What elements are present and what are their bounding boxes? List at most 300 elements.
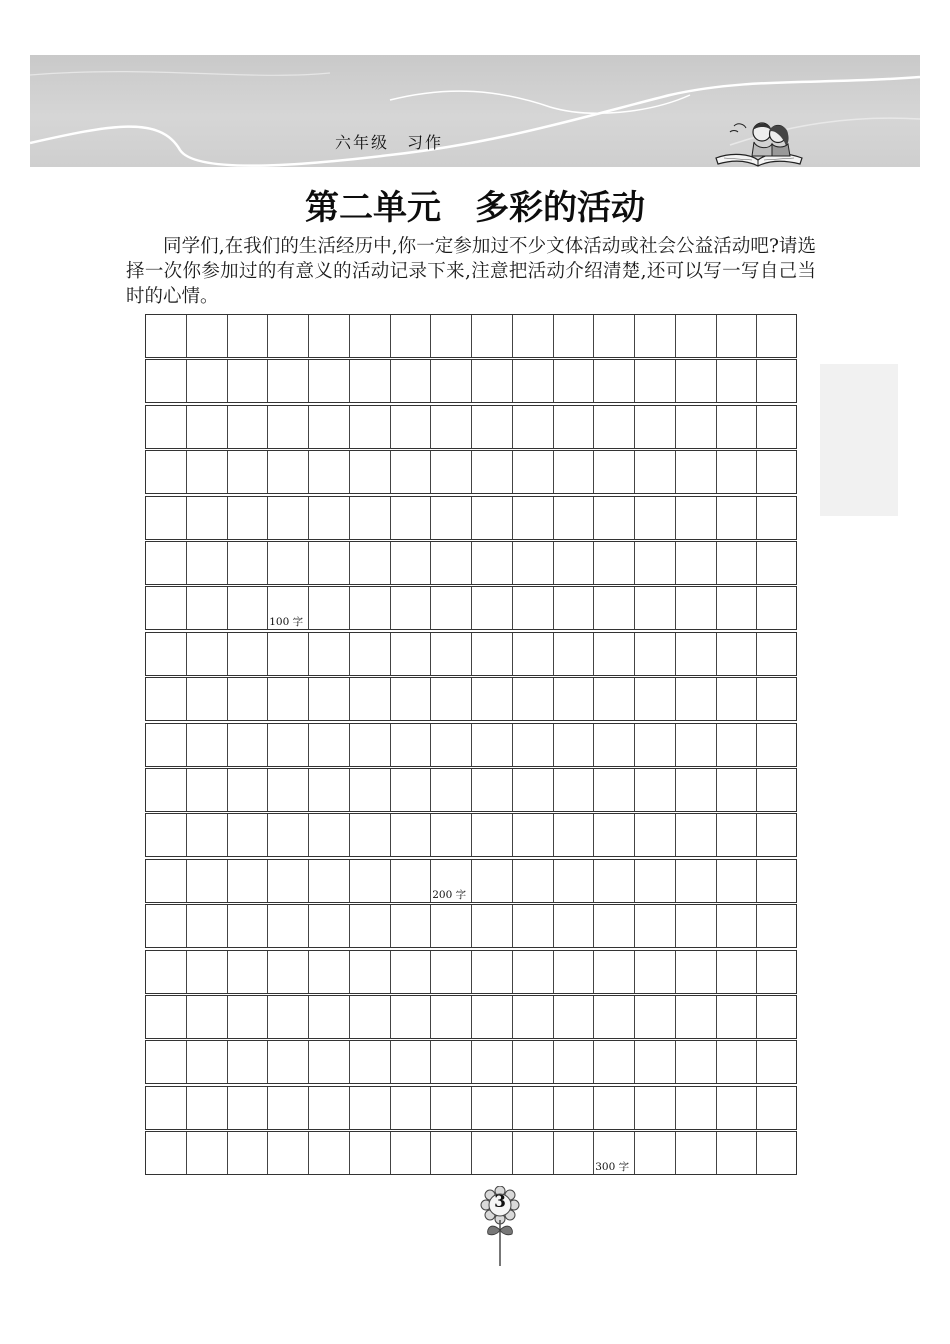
grid-cell[interactable] xyxy=(635,497,676,539)
grid-cell[interactable] xyxy=(309,951,350,993)
grid-cell[interactable] xyxy=(554,406,595,448)
grid-cell[interactable] xyxy=(146,860,187,902)
grid-cell[interactable] xyxy=(676,360,717,402)
grid-cell[interactable] xyxy=(554,860,595,902)
grid-cell[interactable] xyxy=(309,1132,350,1174)
grid-cell[interactable] xyxy=(187,542,228,584)
grid-cell[interactable] xyxy=(513,724,554,766)
grid-cell[interactable] xyxy=(472,406,513,448)
grid-cell[interactable] xyxy=(717,769,758,811)
grid-cell[interactable] xyxy=(635,814,676,856)
grid-cell[interactable] xyxy=(717,360,758,402)
grid-row[interactable] xyxy=(145,314,797,358)
grid-cell[interactable] xyxy=(431,360,472,402)
grid-cell[interactable] xyxy=(268,1087,309,1129)
grid-cell[interactable] xyxy=(717,1132,758,1174)
grid-cell[interactable] xyxy=(676,542,717,584)
grid-cell[interactable] xyxy=(554,315,595,357)
grid-cell[interactable] xyxy=(472,724,513,766)
grid-cell[interactable] xyxy=(268,996,309,1038)
grid-cell[interactable] xyxy=(717,542,758,584)
grid-cell[interactable] xyxy=(635,678,676,720)
grid-cell[interactable] xyxy=(187,996,228,1038)
grid-cell[interactable] xyxy=(594,724,635,766)
grid-cell[interactable] xyxy=(309,814,350,856)
grid-cell[interactable] xyxy=(635,860,676,902)
grid-cell[interactable] xyxy=(513,905,554,947)
grid-cell[interactable] xyxy=(676,451,717,493)
writing-grid[interactable] xyxy=(145,314,797,1176)
grid-cell[interactable] xyxy=(309,905,350,947)
grid-cell[interactable] xyxy=(676,315,717,357)
grid-cell[interactable] xyxy=(431,451,472,493)
grid-cell[interactable] xyxy=(594,633,635,675)
grid-cell[interactable] xyxy=(350,542,391,584)
grid-cell[interactable] xyxy=(146,315,187,357)
grid-cell[interactable] xyxy=(228,1041,269,1083)
grid-cell[interactable] xyxy=(472,814,513,856)
grid-cell[interactable] xyxy=(228,1087,269,1129)
grid-cell[interactable] xyxy=(594,315,635,357)
grid-cell[interactable] xyxy=(350,1132,391,1174)
grid-cell[interactable] xyxy=(391,406,432,448)
grid-cell[interactable] xyxy=(391,678,432,720)
grid-cell[interactable] xyxy=(717,315,758,357)
grid-cell[interactable] xyxy=(513,860,554,902)
grid-cell[interactable] xyxy=(309,542,350,584)
grid-cell[interactable] xyxy=(594,451,635,493)
grid-cell[interactable] xyxy=(594,1041,635,1083)
grid-cell[interactable] xyxy=(717,724,758,766)
grid-cell[interactable] xyxy=(717,497,758,539)
grid-cell[interactable] xyxy=(228,860,269,902)
grid-cell[interactable] xyxy=(513,587,554,629)
grid-cell[interactable] xyxy=(350,587,391,629)
grid-cell[interactable] xyxy=(431,497,472,539)
grid-cell[interactable] xyxy=(146,905,187,947)
grid-cell[interactable] xyxy=(717,678,758,720)
grid-cell[interactable] xyxy=(309,724,350,766)
grid-cell[interactable] xyxy=(717,860,758,902)
grid-cell[interactable] xyxy=(594,406,635,448)
grid-cell[interactable] xyxy=(554,905,595,947)
grid-cell[interactable] xyxy=(472,497,513,539)
grid-cell[interactable] xyxy=(554,814,595,856)
grid-cell[interactable] xyxy=(187,905,228,947)
grid-cell[interactable] xyxy=(391,905,432,947)
grid-cell[interactable] xyxy=(350,633,391,675)
grid-cell[interactable] xyxy=(472,905,513,947)
grid-cell[interactable] xyxy=(717,951,758,993)
grid-cell[interactable] xyxy=(717,451,758,493)
grid-cell[interactable] xyxy=(187,860,228,902)
grid-cell[interactable] xyxy=(554,542,595,584)
grid-cell[interactable] xyxy=(350,996,391,1038)
grid-cell[interactable] xyxy=(513,814,554,856)
grid-cell[interactable] xyxy=(472,1041,513,1083)
grid-cell[interactable] xyxy=(594,587,635,629)
grid-cell[interactable] xyxy=(431,996,472,1038)
grid-cell[interactable] xyxy=(309,1041,350,1083)
grid-cell[interactable] xyxy=(676,769,717,811)
grid-cell[interactable] xyxy=(717,996,758,1038)
grid-cell[interactable] xyxy=(391,360,432,402)
grid-cell[interactable] xyxy=(391,1087,432,1129)
grid-cell[interactable] xyxy=(717,814,758,856)
grid-cell[interactable] xyxy=(635,1132,676,1174)
grid-cell[interactable] xyxy=(676,905,717,947)
grid-row[interactable] xyxy=(145,405,797,449)
grid-cell[interactable] xyxy=(554,451,595,493)
grid-cell[interactable] xyxy=(187,951,228,993)
grid-cell[interactable] xyxy=(350,315,391,357)
grid-cell[interactable] xyxy=(228,315,269,357)
grid-cell[interactable] xyxy=(431,1087,472,1129)
grid-cell[interactable] xyxy=(513,1132,554,1174)
grid-cell[interactable] xyxy=(268,724,309,766)
grid-row[interactable] xyxy=(145,904,797,948)
grid-row[interactable] xyxy=(145,950,797,994)
grid-cell[interactable] xyxy=(309,1087,350,1129)
grid-cell[interactable] xyxy=(350,497,391,539)
grid-cell[interactable] xyxy=(431,542,472,584)
grid-cell[interactable] xyxy=(676,1041,717,1083)
grid-cell[interactable] xyxy=(431,678,472,720)
grid-cell[interactable] xyxy=(350,860,391,902)
grid-cell[interactable] xyxy=(513,451,554,493)
grid-cell[interactable] xyxy=(554,1132,595,1174)
grid-cell[interactable] xyxy=(554,587,595,629)
grid-cell[interactable] xyxy=(268,814,309,856)
grid-cell[interactable] xyxy=(309,451,350,493)
grid-cell[interactable] xyxy=(228,951,269,993)
grid-cell[interactable] xyxy=(472,633,513,675)
grid-cell[interactable] xyxy=(472,1087,513,1129)
grid-row[interactable] xyxy=(145,359,797,403)
grid-cell[interactable] xyxy=(146,769,187,811)
grid-cell[interactable] xyxy=(187,497,228,539)
grid-cell[interactable] xyxy=(594,360,635,402)
grid-cell[interactable] xyxy=(472,860,513,902)
grid-cell[interactable] xyxy=(431,724,472,766)
grid-cell[interactable] xyxy=(472,1132,513,1174)
grid-cell[interactable] xyxy=(431,905,472,947)
grid-cell[interactable] xyxy=(146,633,187,675)
grid-cell[interactable] xyxy=(146,360,187,402)
grid-cell[interactable] xyxy=(350,1041,391,1083)
grid-cell[interactable] xyxy=(554,633,595,675)
grid-row[interactable] xyxy=(145,723,797,767)
grid-cell[interactable] xyxy=(676,724,717,766)
grid-cell[interactable] xyxy=(391,1041,432,1083)
grid-cell[interactable] xyxy=(472,769,513,811)
grid-cell[interactable] xyxy=(228,360,269,402)
grid-cell[interactable] xyxy=(187,587,228,629)
grid-cell[interactable] xyxy=(268,860,309,902)
grid-cell[interactable] xyxy=(635,951,676,993)
grid-cell[interactable] xyxy=(228,633,269,675)
grid-cell[interactable] xyxy=(554,996,595,1038)
grid-cell[interactable] xyxy=(146,1087,187,1129)
grid-cell[interactable] xyxy=(635,769,676,811)
grid-cell[interactable] xyxy=(309,406,350,448)
grid-cell[interactable] xyxy=(146,996,187,1038)
grid-cell[interactable] xyxy=(676,497,717,539)
grid-cell[interactable] xyxy=(635,724,676,766)
grid-cell[interactable] xyxy=(431,633,472,675)
grid-cell[interactable] xyxy=(391,814,432,856)
grid-cell[interactable] xyxy=(472,587,513,629)
grid-cell[interactable] xyxy=(268,360,309,402)
grid-cell[interactable] xyxy=(676,678,717,720)
grid-cell[interactable] xyxy=(268,678,309,720)
grid-cell[interactable] xyxy=(309,678,350,720)
grid-cell[interactable] xyxy=(146,406,187,448)
grid-cell[interactable] xyxy=(635,1041,676,1083)
grid-cell[interactable] xyxy=(554,724,595,766)
grid-row[interactable] xyxy=(145,541,797,585)
grid-cell[interactable] xyxy=(594,542,635,584)
grid-cell[interactable] xyxy=(513,996,554,1038)
grid-cell[interactable] xyxy=(391,315,432,357)
grid-cell[interactable] xyxy=(187,1132,228,1174)
grid-cell[interactable] xyxy=(513,497,554,539)
grid-cell[interactable] xyxy=(513,1041,554,1083)
grid-cell[interactable] xyxy=(350,814,391,856)
grid-cell[interactable] xyxy=(228,678,269,720)
grid-cell[interactable] xyxy=(472,542,513,584)
grid-cell[interactable] xyxy=(350,360,391,402)
grid-cell[interactable] xyxy=(146,497,187,539)
grid-cell[interactable] xyxy=(187,451,228,493)
grid-cell[interactable] xyxy=(391,587,432,629)
grid-cell[interactable] xyxy=(391,497,432,539)
grid-cell[interactable] xyxy=(676,1132,717,1174)
grid-cell[interactable] xyxy=(635,996,676,1038)
grid-cell[interactable] xyxy=(187,406,228,448)
grid-cell[interactable] xyxy=(676,996,717,1038)
grid-cell[interactable] xyxy=(228,497,269,539)
grid-cell[interactable] xyxy=(431,1132,472,1174)
grid-cell[interactable] xyxy=(594,497,635,539)
grid-cell[interactable] xyxy=(431,587,472,629)
grid-cell[interactable] xyxy=(717,406,758,448)
grid-cell[interactable] xyxy=(146,951,187,993)
grid-cell[interactable] xyxy=(635,406,676,448)
grid-row[interactable] xyxy=(145,1040,797,1084)
grid-cell[interactable] xyxy=(268,1041,309,1083)
grid-cell[interactable] xyxy=(594,678,635,720)
grid-cell[interactable] xyxy=(717,1041,758,1083)
grid-cell[interactable] xyxy=(472,360,513,402)
grid-cell[interactable] xyxy=(228,587,269,629)
grid-cell[interactable] xyxy=(513,1087,554,1129)
grid-cell[interactable] xyxy=(431,769,472,811)
grid-cell[interactable] xyxy=(228,905,269,947)
grid-cell[interactable] xyxy=(350,905,391,947)
grid-cell[interactable] xyxy=(187,814,228,856)
grid-cell[interactable] xyxy=(472,678,513,720)
grid-cell[interactable] xyxy=(391,860,432,902)
grid-cell[interactable] xyxy=(513,633,554,675)
grid-cell[interactable] xyxy=(228,724,269,766)
grid-cell[interactable] xyxy=(268,315,309,357)
grid-cell[interactable] xyxy=(717,633,758,675)
grid-cell[interactable] xyxy=(472,315,513,357)
grid-cell[interactable] xyxy=(187,678,228,720)
grid-cell[interactable] xyxy=(676,814,717,856)
grid-cell[interactable] xyxy=(635,587,676,629)
grid-cell[interactable] xyxy=(472,951,513,993)
grid-cell[interactable] xyxy=(554,1041,595,1083)
grid-cell[interactable] xyxy=(228,1132,269,1174)
grid-cell[interactable] xyxy=(350,1087,391,1129)
grid-cell[interactable] xyxy=(431,1041,472,1083)
grid-cell[interactable] xyxy=(594,1087,635,1129)
grid-row[interactable] xyxy=(145,496,797,540)
grid-cell[interactable] xyxy=(676,633,717,675)
grid-cell[interactable] xyxy=(513,542,554,584)
grid-cell[interactable] xyxy=(431,814,472,856)
grid-row[interactable] xyxy=(145,450,797,494)
grid-cell[interactable] xyxy=(676,1087,717,1129)
grid-cell[interactable] xyxy=(513,315,554,357)
grid-cell[interactable] xyxy=(717,905,758,947)
grid-cell[interactable] xyxy=(268,951,309,993)
grid-cell[interactable] xyxy=(635,1087,676,1129)
grid-cell[interactable] xyxy=(350,406,391,448)
grid-cell[interactable] xyxy=(554,769,595,811)
grid-cell[interactable] xyxy=(513,360,554,402)
grid-cell[interactable] xyxy=(391,951,432,993)
grid-cell[interactable] xyxy=(431,406,472,448)
grid-cell[interactable] xyxy=(513,951,554,993)
grid-cell[interactable] xyxy=(391,633,432,675)
grid-cell[interactable] xyxy=(635,633,676,675)
grid-cell[interactable] xyxy=(554,951,595,993)
grid-cell[interactable] xyxy=(554,360,595,402)
grid-cell[interactable] xyxy=(635,905,676,947)
grid-cell[interactable] xyxy=(513,678,554,720)
grid-cell[interactable] xyxy=(146,678,187,720)
grid-cell[interactable] xyxy=(594,951,635,993)
grid-cell[interactable] xyxy=(228,451,269,493)
grid-row[interactable] xyxy=(145,995,797,1039)
grid-cell[interactable] xyxy=(635,451,676,493)
grid-cell[interactable] xyxy=(187,360,228,402)
grid-cell[interactable] xyxy=(309,860,350,902)
grid-cell[interactable] xyxy=(717,587,758,629)
grid-cell[interactable] xyxy=(268,451,309,493)
grid-cell[interactable] xyxy=(146,1132,187,1174)
grid-cell[interactable] xyxy=(187,1041,228,1083)
grid-cell[interactable] xyxy=(350,951,391,993)
grid-cell[interactable] xyxy=(228,406,269,448)
grid-cell[interactable] xyxy=(350,769,391,811)
grid-cell[interactable] xyxy=(350,724,391,766)
grid-cell[interactable] xyxy=(554,678,595,720)
grid-row[interactable] xyxy=(145,1086,797,1130)
grid-cell[interactable] xyxy=(391,1132,432,1174)
grid-cell[interactable] xyxy=(513,769,554,811)
grid-cell[interactable] xyxy=(268,542,309,584)
grid-cell[interactable] xyxy=(391,451,432,493)
grid-cell[interactable] xyxy=(391,769,432,811)
grid-cell[interactable] xyxy=(146,724,187,766)
grid-cell[interactable] xyxy=(350,678,391,720)
grid-cell[interactable] xyxy=(635,360,676,402)
grid-cell[interactable] xyxy=(146,814,187,856)
grid-cell[interactable] xyxy=(268,1132,309,1174)
grid-row[interactable] xyxy=(145,813,797,857)
grid-cell[interactable] xyxy=(268,633,309,675)
grid-cell[interactable] xyxy=(472,996,513,1038)
grid-cell[interactable] xyxy=(513,406,554,448)
grid-cell[interactable] xyxy=(228,769,269,811)
grid-cell[interactable] xyxy=(187,1087,228,1129)
grid-cell[interactable] xyxy=(187,724,228,766)
grid-cell[interactable] xyxy=(472,451,513,493)
grid-cell[interactable] xyxy=(594,814,635,856)
grid-row[interactable] xyxy=(145,1131,797,1175)
grid-row[interactable] xyxy=(145,768,797,812)
grid-cell[interactable] xyxy=(187,315,228,357)
grid-cell[interactable] xyxy=(268,406,309,448)
grid-cell[interactable] xyxy=(146,587,187,629)
grid-cell[interactable] xyxy=(268,769,309,811)
grid-cell[interactable] xyxy=(146,542,187,584)
grid-row[interactable] xyxy=(145,586,797,630)
grid-row[interactable] xyxy=(145,677,797,721)
grid-cell[interactable] xyxy=(554,497,595,539)
grid-cell[interactable] xyxy=(594,905,635,947)
grid-cell[interactable] xyxy=(350,451,391,493)
grid-cell[interactable] xyxy=(554,1087,595,1129)
grid-cell[interactable] xyxy=(594,860,635,902)
grid-cell[interactable] xyxy=(676,951,717,993)
grid-cell[interactable] xyxy=(431,951,472,993)
grid-cell[interactable] xyxy=(187,633,228,675)
grid-cell[interactable] xyxy=(676,406,717,448)
grid-cell[interactable] xyxy=(391,542,432,584)
grid-cell[interactable] xyxy=(268,497,309,539)
grid-cell[interactable] xyxy=(594,769,635,811)
grid-cell[interactable] xyxy=(146,1041,187,1083)
grid-cell[interactable] xyxy=(309,497,350,539)
grid-cell[interactable] xyxy=(391,996,432,1038)
grid-cell[interactable] xyxy=(228,542,269,584)
grid-cell[interactable] xyxy=(268,905,309,947)
grid-cell[interactable] xyxy=(309,996,350,1038)
grid-cell[interactable] xyxy=(431,315,472,357)
grid-cell[interactable] xyxy=(309,315,350,357)
grid-cell[interactable] xyxy=(676,587,717,629)
grid-cell[interactable] xyxy=(309,587,350,629)
grid-cell[interactable] xyxy=(228,996,269,1038)
grid-cell[interactable] xyxy=(676,860,717,902)
grid-cell[interactable] xyxy=(594,996,635,1038)
grid-row[interactable] xyxy=(145,632,797,676)
grid-cell[interactable] xyxy=(309,360,350,402)
grid-cell[interactable] xyxy=(391,724,432,766)
grid-cell[interactable] xyxy=(635,542,676,584)
grid-cell[interactable] xyxy=(187,769,228,811)
grid-cell[interactable] xyxy=(635,315,676,357)
grid-cell[interactable] xyxy=(717,1087,758,1129)
grid-row[interactable] xyxy=(145,859,797,903)
grid-cell[interactable] xyxy=(146,451,187,493)
grid-cell[interactable] xyxy=(309,769,350,811)
